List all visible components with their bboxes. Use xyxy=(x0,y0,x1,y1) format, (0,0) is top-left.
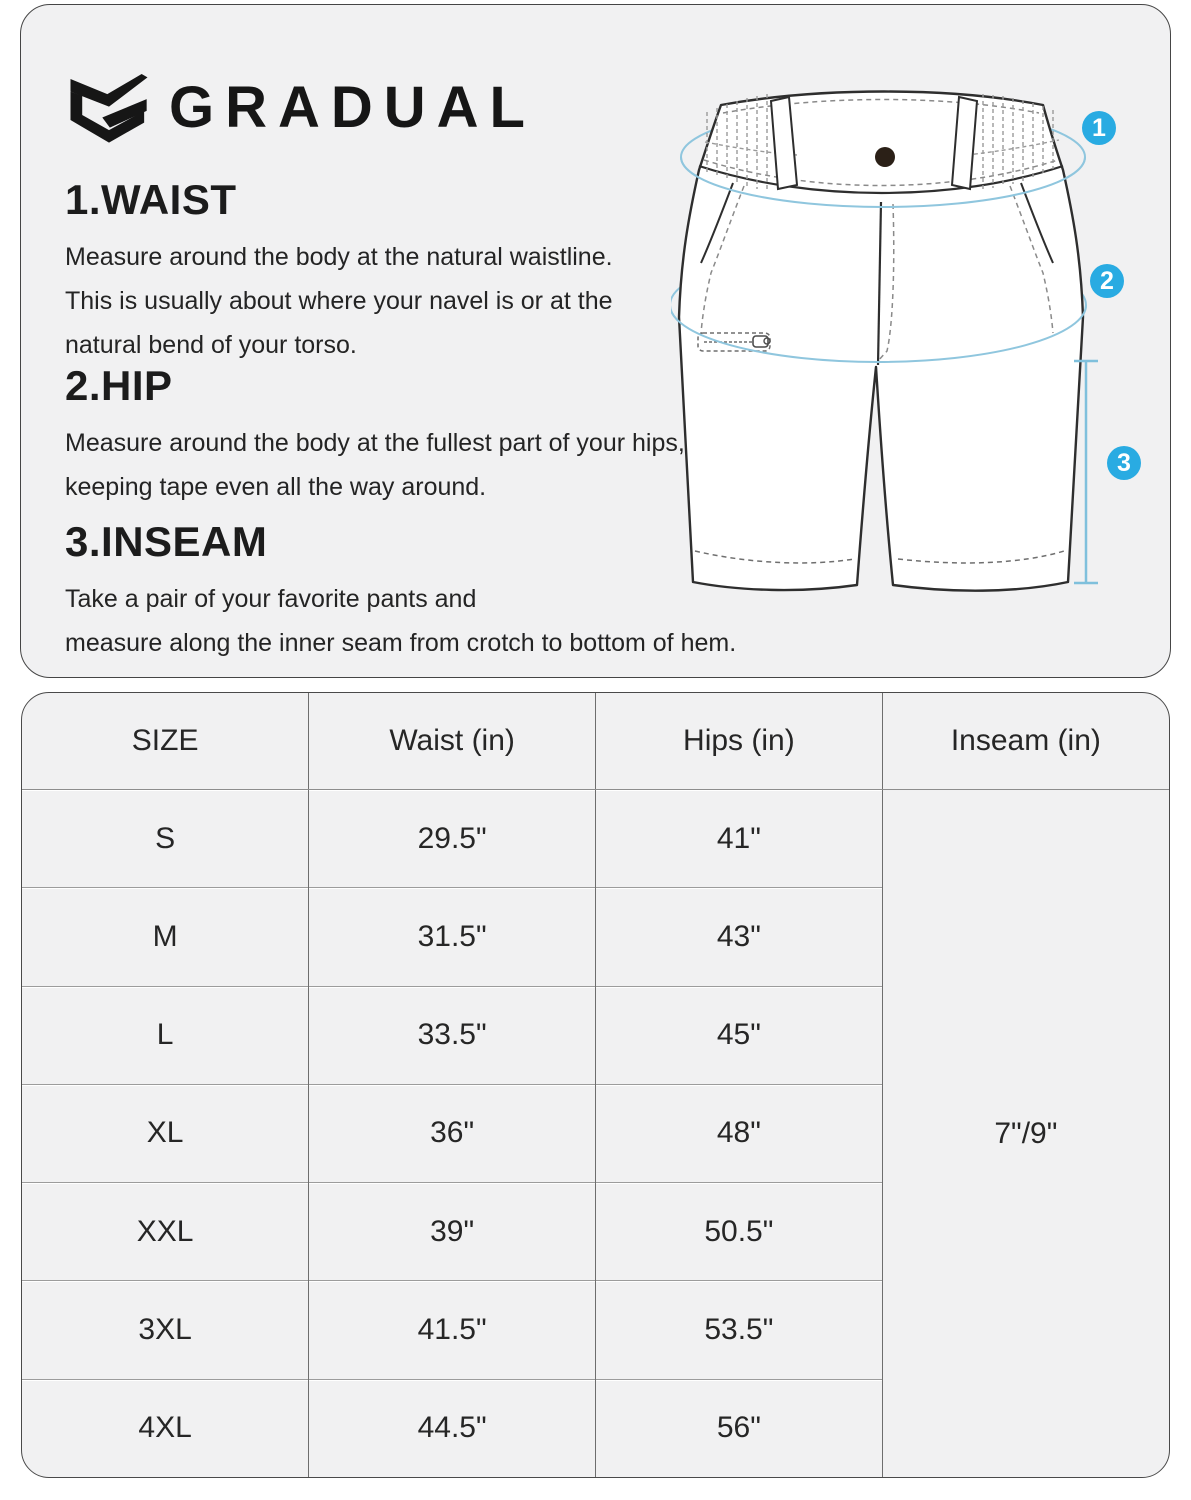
waist-line-1: Measure around the body at the natural waistline. xyxy=(65,243,613,272)
inseam-heading: 3.INSEAM xyxy=(65,518,268,565)
size-cell: XXL xyxy=(22,1183,309,1281)
hip-line-1: Measure around the body at the fullest part of your hips, xyxy=(65,429,685,458)
waist-cell: 39" xyxy=(309,1183,596,1281)
inseam-description xyxy=(65,577,736,665)
measure-guide-card xyxy=(20,4,1171,678)
waist-heading: 1.WAIST xyxy=(65,176,237,223)
section-hip xyxy=(65,363,685,509)
brand-logo xyxy=(63,69,536,146)
waist-cell: 44.5" xyxy=(309,1379,596,1477)
size-chart-table xyxy=(22,693,1169,1477)
waist-cell: 31.5" xyxy=(309,888,596,986)
header-inseam: Inseam (in) xyxy=(882,693,1169,790)
hip-description xyxy=(65,421,685,509)
hip-heading: 2.HIP xyxy=(65,362,173,409)
size-chart-table-card xyxy=(21,692,1170,1478)
hips-cell: 48" xyxy=(596,1084,883,1182)
size-cell: S xyxy=(22,790,309,888)
waist-marker-badge: 1 xyxy=(1082,111,1116,145)
waist-line-3: natural bend of your torso. xyxy=(65,331,357,360)
hips-cell: 56" xyxy=(596,1379,883,1477)
gradual-logo-icon xyxy=(63,69,155,146)
waist-cell: 41.5" xyxy=(309,1281,596,1379)
hip-line-2: keeping tape even all the way around. xyxy=(65,473,487,502)
header-waist: Waist (in) xyxy=(309,693,596,790)
size-cell: 4XL xyxy=(22,1379,309,1477)
section-waist xyxy=(65,177,613,367)
size-cell: 3XL xyxy=(22,1281,309,1379)
waist-line-2: This is usually about where your navel is or at the xyxy=(65,287,613,316)
section-inseam xyxy=(65,519,736,665)
inseam-line-2: measure along the inner seam from crotch to bottom of hem. xyxy=(65,629,737,658)
hips-cell: 53.5" xyxy=(596,1281,883,1379)
size-cell: M xyxy=(22,888,309,986)
hips-cell: 50.5" xyxy=(596,1183,883,1281)
table-row-s xyxy=(22,790,1169,888)
waist-cell: 33.5" xyxy=(309,986,596,1084)
inseam-value-cell: 7"/9" xyxy=(882,790,1169,1478)
size-cell: XL xyxy=(22,1084,309,1182)
hips-cell: 45" xyxy=(596,986,883,1084)
header-size: SIZE xyxy=(22,693,309,790)
shorts-diagram xyxy=(671,85,1151,615)
hips-cell: 43" xyxy=(596,888,883,986)
table-header-row xyxy=(22,693,1169,790)
size-cell: L xyxy=(22,986,309,1084)
hip-marker-badge: 2 xyxy=(1090,264,1124,298)
waist-cell: 36" xyxy=(309,1084,596,1182)
inseam-line-1: Take a pair of your favorite pants and xyxy=(65,585,477,614)
shorts-illustration-icon xyxy=(671,85,1151,615)
header-hips: Hips (in) xyxy=(596,693,883,790)
hips-cell: 41" xyxy=(596,790,883,888)
brand-name: GRADUAL xyxy=(169,74,536,140)
inseam-marker-badge: 3 xyxy=(1107,446,1141,480)
waist-description xyxy=(65,235,613,367)
waist-cell: 29.5" xyxy=(309,790,596,888)
